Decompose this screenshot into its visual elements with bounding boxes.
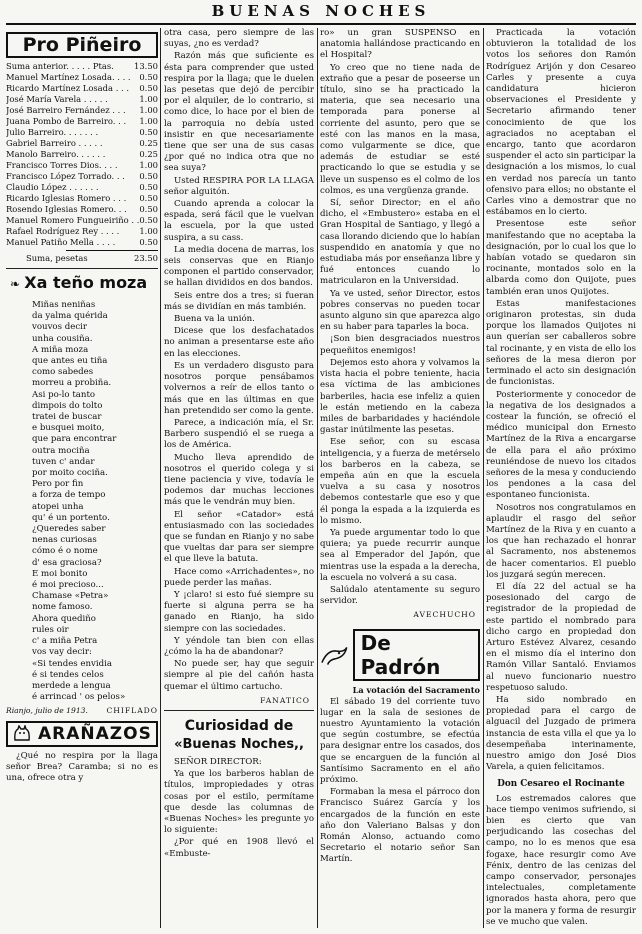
- article-paragraph: Dejemos esto ahora y volvamos la vista hacia el pobre teniente, hacia esa víctima de las ambiciones barberiles, hacia ese infeliz a quien le están metiendo en la cabeza miles de barbaridades y haciéndole gastar inútilmente las pesetas.: [320, 357, 480, 436]
- subscriber-name: Francisco Torres Dios. . . .: [6, 160, 118, 170]
- poem-line: A miña moza: [32, 344, 89, 355]
- article-paragraph: Ha sido nombrado en propiedad para el cargo de alguacil del Juzgado de primera instancia de esta villa el que ya lo desempeñaba interinamente, nuestro amigo don José Dios Varela, a quien felicitamos.: [486, 694, 636, 773]
- votacion-paragraphs: [320, 697, 480, 866]
- subscriber-name: Rafael Rodríguez Rey . . . .: [6, 226, 120, 236]
- subscription-row: [6, 94, 158, 105]
- separator: [164, 710, 314, 711]
- article-paragraph: La media docena de marras, los seis conservas que en Rianjo componen el partido conservador, se hallan divididos en dos bandos.: [164, 244, 314, 289]
- subscriber-name: Gabriel Barreiro . . . . .: [6, 138, 103, 148]
- poem-line: é arrincad ' os pelos»: [32, 692, 126, 703]
- subscriber-amount: 1.00: [139, 105, 158, 115]
- poem-line: rules oir: [32, 624, 69, 635]
- subscription-row: [6, 171, 158, 182]
- subscriber-name: Manolo Barreiro. . . . . .: [6, 149, 106, 159]
- poem-line: e busquei moito,: [32, 423, 105, 434]
- article-paragraph: Cuando aprenda a colocar la espada, será fácil que le vuelvan la escuela, por la que usted suspira, a su cass.: [164, 199, 314, 243]
- column-divider: [483, 28, 484, 928]
- aranazos-text: ¿Qué no respira por la llaga señor Brea? Caramba; si no es una, ofrece otra y: [6, 750, 158, 783]
- poem-line: tuven c' andar: [32, 456, 95, 467]
- article-paragraph: Buena va la unión.: [174, 314, 255, 325]
- poem-line: E moi bonito: [32, 568, 88, 579]
- poem-line: d' esa graciosa?: [32, 557, 102, 568]
- poem-line: Miñas neniñas: [32, 300, 96, 310]
- subscriber-amount: 0.25: [139, 149, 158, 159]
- curiosidad-title: Curiosidad de: [184, 717, 294, 734]
- article-paragraph: Mucho lleva aprendido de nosotros el querido colega y si tiene paciencia y vive, todavía le podemos dar muchas lecciones más que le vendrán muy bien.: [164, 452, 314, 508]
- subscription-row: [6, 105, 158, 116]
- column-3-paragraphs: [320, 28, 480, 607]
- column-3: [320, 28, 480, 928]
- column-2: [164, 28, 314, 928]
- subscriber-amount: 13.50: [134, 61, 158, 71]
- subscription-row: [6, 116, 158, 127]
- poem-line: Pero por fin: [32, 479, 84, 490]
- subscription-row: [6, 149, 158, 160]
- column-2-paragraphs: [164, 28, 314, 693]
- article-paragraph: Parece, a indicación mía, el Sr. Barbero suspendió el se ruega a los de América.: [164, 417, 314, 451]
- column-1: [6, 28, 158, 928]
- article-paragraph: Y ¡claro! si esto fué siempre su fuerte si alguna perra se ha ganado en Rianjo, ha sido siempre con las sociedades.: [164, 589, 314, 634]
- subscription-row: [6, 127, 158, 138]
- subscriber-amount: 1.00: [139, 160, 158, 170]
- cesareo-title: Don Cesareo el Rocinante: [497, 779, 625, 790]
- subscriber-amount: 0.50: [139, 127, 158, 137]
- cat-doodle-icon: [12, 725, 32, 743]
- subscriber-name: Ricardo Iglesias Romero . . .: [6, 193, 127, 203]
- article-paragraph: Ese señor, con su escasa inteligencia, y a fuerza de metérselo los barberos en la cabeza, se empeña aún en que la escuela vuelva a su casa y nosotros debemos contestarle que eso y que él ponga la espada a la izquierda es lo mismo.: [320, 437, 480, 526]
- fanatico-signature: FANATICO: [260, 695, 310, 705]
- subscription-row: [6, 193, 158, 204]
- poem-line: qu' é un portento.: [32, 512, 110, 523]
- poem-line: «Si tendes envidia: [32, 658, 113, 669]
- poem-line: vos vay decir:: [32, 647, 92, 658]
- poem: [32, 300, 158, 703]
- sum-rule: [66, 250, 158, 251]
- subscription-row: [6, 61, 158, 72]
- de-padron-title: De Padrón: [320, 629, 480, 681]
- subscriber-name: Rosendo Iglesias Romero. . .: [6, 204, 127, 214]
- column-divider: [160, 28, 161, 928]
- subscriber-amount: 0.50: [139, 182, 158, 192]
- subscription-row: [6, 237, 158, 248]
- article-paragraph: El señor «Catador» está entusiasmado con las sociedades que se fundan en Rianjo y no sabe que vueltas dar para ser siempre el que lleve la batuta.: [164, 509, 314, 565]
- article-paragraph: Ya que los barberos hablan de títulos, impropiedades y otras cosas por el estilo, permítame que desde las columnas de «Buenas Noches» les pregunte yo lo siguiente:: [164, 769, 314, 836]
- place-date: Rianjo, julio de 1913.: [6, 706, 88, 716]
- subscriber-name: José Barreiro Fernández . . .: [6, 105, 126, 115]
- article-paragraph: Es un verdadero disgusto para nosotros porque pensábamos volvernos a reír de ellos tanto o más que en las últimas en que han pretendido ser como la gente.: [164, 360, 314, 416]
- masthead-rule: [6, 23, 636, 25]
- votacion-heading: La votación del Sacramento: [352, 684, 480, 695]
- article-paragraph: El sábado 19 del corriente tuvo lugar en la sala de sesiones de nuestro Ayuntamiento la votación que según costumbre, se efectúa para designar entre los casados, dos que se encarguen de la función al Santísimo Sacramento en el año próximo.: [320, 696, 480, 785]
- article-paragraph: Razón más que suficiente es ésta para comprender que usted respira por la llaga; que le duelen las pesetas que dejó de percibir por el alquiler, de lo contrario, si como dice, lo hace por el bien de la parroquia no debía usted insistir en que necesariamente tiene que ser una de sus casas ¿por qué no indica otra que no sea suya?: [164, 51, 314, 174]
- poem-line: é si tendes celos: [32, 669, 104, 680]
- article-paragraph: Los estremados calores que hace tiempo venimos sufriendo, si bien es cierto que van perjudicando las cosechas del campo, no lo es menos que esa fogaxe, hace resurgir como Ave Fénix, dentro de las cenizas del campo conservador, personajes intelectuales, completamente ignorados hasta ahora, pero que por la manera y forma de resurgir se ve mucho que valen.: [486, 793, 636, 927]
- subscription-row: [6, 204, 158, 215]
- subscriber-name: Francisco López Torrado. . .: [6, 171, 125, 181]
- pro-pineiro-title: Pro Piñeiro: [6, 32, 158, 58]
- poem-line: Chamase «Petra»: [32, 591, 109, 602]
- poem-line: Asi po-lo tanto: [32, 389, 96, 400]
- article-paragraph: No puede ser, hay que seguir siempre al pie del cañón hasta quemar el último cartucho.: [164, 659, 314, 692]
- poem-line: é moi precioso...: [32, 580, 104, 591]
- subscription-row: [6, 160, 158, 171]
- article-paragraph: Hace como «Arrichadentes», no puede perder las mañas.: [164, 566, 314, 588]
- article-paragraph: Posteriormente y conocedor de la negativa de los designados a costear la función, se ofreció el médico municipal don Ernesto Martínez de la Riva a encargarse de ella para el año próximo reuniéndose de nuevo los citados señores de la mesa y conduciendo los pendones a la casa del espontaneo funcionista.: [486, 389, 636, 501]
- bird-doodle-icon: [320, 643, 349, 667]
- poem-line: morreu a probiña.: [32, 378, 112, 389]
- poem-line: nome famoso.: [32, 602, 93, 613]
- subscriber-amount: 0.50: [139, 171, 158, 181]
- aranazos-title: ARAÑAZOS: [6, 721, 158, 747]
- masthead-title: BUENAS NOCHES: [211, 2, 431, 20]
- poem-line: da yalma quérida: [32, 311, 108, 322]
- subscriber-name: Ricardo Martínez Losada . . .: [6, 83, 129, 93]
- poem-line: outra mociña: [32, 445, 90, 456]
- poem-line: que antes eu tiña: [32, 356, 108, 367]
- subscriber-amount: 0.25: [139, 138, 158, 148]
- article-paragraph: Ya ve usted, señor Director, estos pobres conservas no pueden tocar asunto alguno sin que aparezca algo en su haber para taparles la boca.: [320, 288, 480, 333]
- subscriber-name: Julio Barreiro. . . . . . .: [6, 127, 99, 137]
- subscriber-amount: 1.00: [139, 226, 158, 236]
- poem-line: a forza de tempo: [32, 490, 106, 501]
- poem-line: atopei unha: [32, 501, 84, 512]
- subscription-row: [6, 72, 158, 83]
- poem-line: unha cousiña.: [32, 333, 93, 344]
- article-paragraph: Usted RESPIRA POR LA LLAGA señor alguitón.: [164, 175, 314, 197]
- separator: [6, 268, 158, 269]
- article-paragraph: Dicese que los desfachatados no animan a presentarse este año en las elecciones.: [164, 326, 314, 359]
- subscriber-amount: 0.50: [139, 83, 158, 93]
- article-paragraph: Presentose este señor manifestando que no aceptaba la designación, por lo cual los que lo habían votado se quedaron sin rocinante, montados solo en la albarda como don Quijote, pues también eran unos Quijotes.: [486, 219, 636, 297]
- poem-line: como sabedes: [32, 367, 94, 378]
- cesareo-paragraphs: [486, 794, 636, 928]
- subscriber-amount: 0.50: [139, 204, 158, 214]
- sum-value: 23.50: [134, 253, 158, 263]
- subscriber-name: José María Varela . . . . .: [6, 94, 108, 104]
- poem-line: que para encontrar: [32, 434, 117, 445]
- subscriber-amount: 0.50: [139, 237, 158, 247]
- poem-line: Ahora quediño: [32, 613, 96, 624]
- subscription-row: [6, 83, 158, 94]
- avechucho-signature: AVECHUCHO: [413, 610, 476, 620]
- subscriber-amount: 1.00: [139, 116, 158, 126]
- article-paragraph: Formaban la mesa el párroco don Francisco Suárez García y los encargados de la función en este año don Valeriano Balsas y don Román Alonso, actuando como Secretario el notario señor San Martín.: [320, 787, 480, 865]
- article-paragraph: Seis entre dos a tres; si fueran más se dividían en más también.: [164, 290, 314, 312]
- subscriber-amount: 0.50: [139, 193, 158, 203]
- curiosidad-paragraphs: [164, 757, 314, 860]
- article-paragraph: Y yéndole tan bien con ellas ¿cómo la ha de abandonar?: [164, 635, 314, 657]
- subscription-row: [6, 182, 158, 193]
- article-paragraph: Salúdalo atentamente su seguro servidor.: [320, 584, 480, 607]
- subscriber-amount: 0.50: [139, 215, 158, 225]
- curiosidad-subtitle: «Buenas Noches,,: [174, 736, 304, 752]
- column-4-paragraphs: [486, 28, 636, 773]
- subscriber-name: Manuel Romero Fungueiriño . .: [6, 215, 140, 225]
- poem-line: por moito cociña.: [32, 468, 108, 479]
- article-paragraph: Ya puede argumentar todo lo que quiera; ya puede recurrir aunque sea al Emperador del Japón, que mientras use la espada a la derecha, la escuela no volverá a su casa.: [320, 527, 480, 583]
- sum-row: [6, 253, 158, 264]
- article-paragraph: El día 22 del actual se ha posesionado del cargo de registrador de la propiedad de este partido el nombrado para dicho cargo en propiedad don Arturo Estévez Alvarez, cesando en el mismo día el interino don Ramón Villar Santaló. Enviamos al nuevo funcionario nuestro respetuoso saludo.: [486, 581, 636, 693]
- article-paragraph: ¡Son bien desgraciados nuestros pequeñitos enemigos!: [320, 334, 480, 356]
- poem-line: c' a miña Petra: [32, 636, 98, 647]
- poem-footer: [6, 705, 158, 716]
- article-paragraph: Yo creo que no tiene nada de extraño que a pesar de poseerse un título, sino se ha practicado la materia, que sea necesario una temporada para ponerse al corriente del asunto, pero que se esté con las manos en la masa, como vulgarmente se dice, que además de estudiar se esté practicando lo que se estudia y se lleve un suspenso es el colmo de los colmos, es una vergüenza grande.: [320, 62, 480, 196]
- subscriber-amount: 1.00: [139, 94, 158, 104]
- subscriber-name: Manuel Patiño Mella . . . .: [6, 237, 116, 247]
- column-4: [486, 28, 636, 928]
- subscription-row: [6, 138, 158, 149]
- article-paragraph: otra casa, pero siempre de las suyas, ¿no es verdad?: [164, 28, 314, 50]
- column-divider: [317, 28, 318, 928]
- xa-teno-moza-title: ❧ Xa teño moza: [10, 273, 148, 292]
- article-paragraph: ¿Por qué en 1908 llevó el «Embuste-: [164, 837, 314, 859]
- subscriber-amount: 0.50: [139, 72, 158, 82]
- poem-line: cómo é o nome: [32, 546, 98, 557]
- subscription-list: [6, 61, 158, 248]
- poem-signature: CHIFLADO: [106, 706, 158, 716]
- article-paragraph: SEÑOR DIRECTOR:: [174, 756, 262, 767]
- article-paragraph: Practicada la votación obtuvieron la totalidad de los votos los señores don Ramón Rodríguez Arijón y don Cesareo Carles y presente a cuya candidatura hicieron observaciones el Presidente y Secretario afirmando tener conocimiento de que los agraciados no aceptaban el encargo, tanto que acordaron suspender el acto sin participar la designación a los mismos, lo cual en verdad nos parecía un tanto ofensivo para ellos; no obstante el Carles vino a demostrar que no estábamos en lo cierto.: [486, 28, 636, 218]
- poem-line: tratei de buscar: [32, 412, 102, 423]
- article-paragraph: Estas manifestaciones originaron protestas, sin duda porque los llamados Quijotes ni aun querían ser caballeros sobre tal rocinante, y en vista de ello los señores de la mesa dieron por terminado el acto sin designación de funcionistas.: [486, 298, 636, 388]
- article-paragraph: ro» un gran SUSPENSO en anatomia hallándose practicando en el Hospital?: [320, 28, 480, 61]
- subscriber-name: Juana Pombo de Barreiro. . .: [6, 116, 127, 126]
- poem-line: merdede a lengua: [32, 680, 111, 691]
- subscriber-name: Claudio López . . . . . .: [6, 182, 99, 192]
- subscriber-name: Suma anterior. . . . . Ptas.: [6, 61, 114, 71]
- poem-line: ¿Queredes saber: [32, 524, 106, 535]
- subscription-row: [6, 226, 158, 237]
- article-paragraph: Sí, señor Director; en el año dicho, el «Embustero» estaba en el Gran Hospital de Santiago, y llegó a casa llorando diciendo que lo habían suspendido en anatomía y que no estudiaba más por enseñanza libre y fué entonces cuando lo matricularon en la Universidad.: [320, 198, 480, 287]
- subscriber-name: Manuel Martínez Losada. . . .: [6, 72, 131, 82]
- subscription-row: [6, 215, 158, 226]
- article-paragraph: Nosotros nos congratulamos en aplaudir el rasgo del señor Martínez de la Riva y en cuanto a los que han rechazado el honrar al Sacramento, nos abstenemos de hacer comentarios. El pueblo los juzgará según merecen.: [486, 502, 636, 580]
- poem-line: vouvos decir: [32, 322, 87, 333]
- poem-line: dimpois do tolto: [32, 400, 103, 411]
- poem-line: nenas curiosas: [32, 535, 97, 546]
- sum-label: Suma, pesetas: [26, 253, 88, 263]
